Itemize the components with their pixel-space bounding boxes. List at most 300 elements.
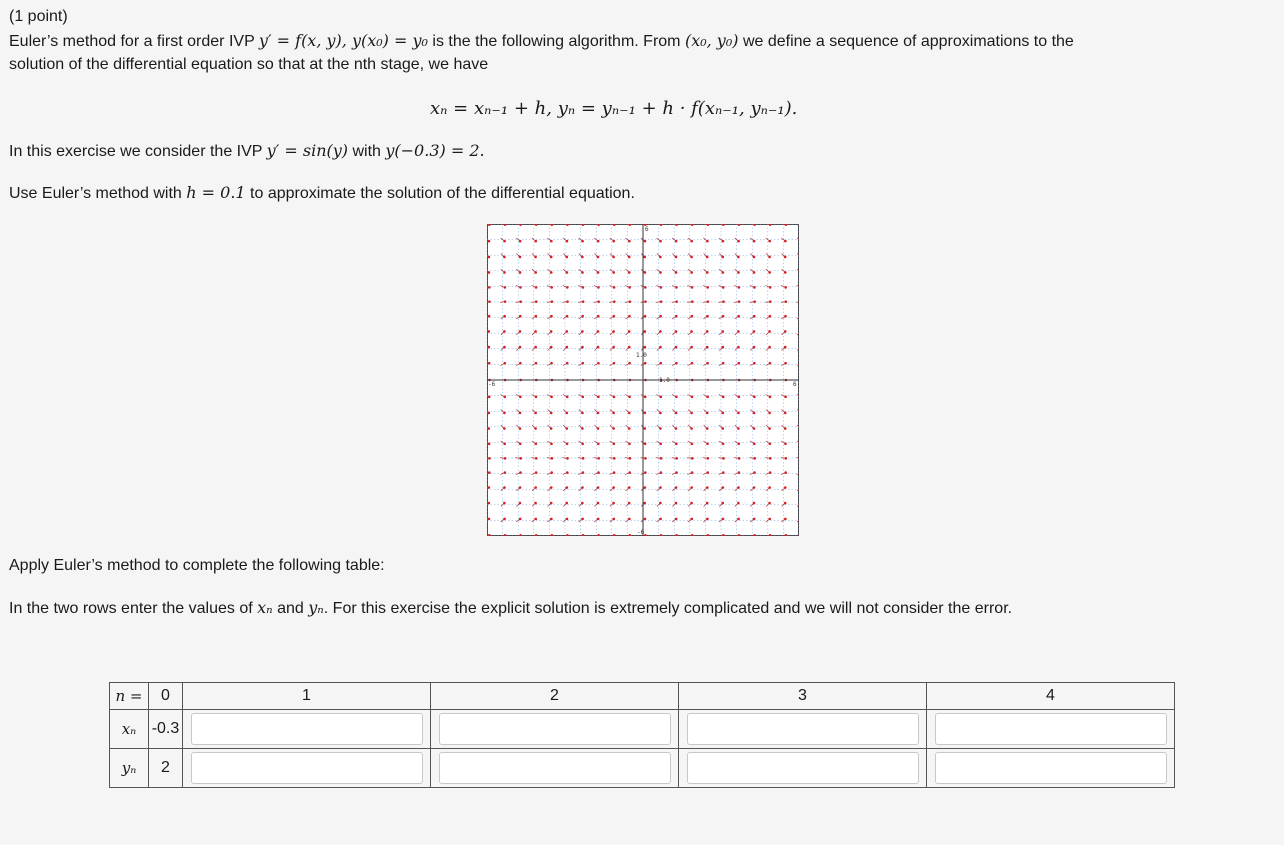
slope-arrowhead [565,256,568,259]
slope-arrowhead [581,443,584,446]
slope-arrowhead [784,427,787,430]
slope-arrowhead [534,518,537,521]
slope-arrowhead [597,271,600,274]
slope-arrowhead [768,346,771,349]
slope-arrowhead [784,346,787,349]
slope-arrowhead [488,396,491,399]
slope-arrowhead [690,486,693,489]
slope-arrowhead [613,300,616,303]
slope-arrowhead [566,457,569,460]
slope-arrowhead [628,502,631,505]
slope-arrowhead [722,300,725,303]
slope-arrowhead [612,518,615,521]
y0-value: 2 [149,749,183,788]
table-row-y [110,749,1175,788]
slope-arrowhead [737,271,740,274]
slope-arrowhead [613,286,616,289]
slope-arrowhead [660,300,663,303]
slope-arrowhead [753,486,756,489]
slope-arrowhead [519,457,522,460]
ivp-statement [9,139,485,164]
x2-cell [431,710,679,749]
slope-arrowhead [737,256,740,259]
points-label: (1 point) [9,8,68,25]
slope-arrowhead [644,271,647,274]
label-right: 6 [793,381,797,388]
y1-input[interactable] [191,752,423,784]
slope-arrowhead [519,315,522,318]
slope-arrowhead [613,362,616,365]
slope-arrowhead [566,271,569,274]
slope-arrowhead [503,412,506,415]
slope-arrowhead [566,396,569,399]
slope-arrowhead [628,471,631,474]
slope-arrowhead [488,346,491,349]
slope-arrowhead [597,315,600,318]
slope-arrowhead [628,286,631,289]
slope-arrowhead [503,256,506,259]
slope-arrowhead [519,518,522,521]
slope-arrowhead [628,271,631,274]
slope-arrowhead [503,271,506,274]
x3-cell [679,710,927,749]
intro-line-2: solution of the differential equation so that at the nth stage, we have [9,56,489,73]
slope-arrowhead [784,286,787,289]
slope-arrowhead [582,471,585,474]
slope-arrowhead [550,240,553,243]
label-left: -6 [488,381,496,388]
slope-arrowhead [706,412,709,415]
slope-arrowhead [535,362,538,365]
x0-value: -0.3 [149,710,183,749]
slope-arrowhead [488,412,491,415]
slope-arrowhead [738,471,741,474]
slope-arrowhead [690,256,693,259]
slope-arrowhead [581,427,584,430]
slope-arrowhead [659,315,662,318]
slope-arrowhead [675,271,678,274]
slope-arrowhead [769,471,772,474]
rows-text-b: and [272,600,309,617]
slope-arrowhead [644,412,647,415]
slope-arrowhead [769,362,772,365]
slope-arrowhead [784,518,787,521]
slope-arrowhead [488,286,491,289]
slope-arrowhead [519,412,522,415]
slope-arrowhead [691,471,694,474]
slope-arrowhead [519,330,522,333]
slope-arrowhead [581,518,584,521]
slope-arrowhead [675,256,678,259]
slope-arrowhead [706,240,709,243]
slope-arrowhead [737,362,740,365]
slope-arrowhead [613,315,616,318]
slope-arrowhead [597,396,600,399]
slope-arrowhead [628,486,631,489]
slope-arrowhead [753,330,756,333]
slope-arrowhead [643,256,646,259]
slope-arrowhead [722,396,725,399]
x2-input[interactable] [439,713,671,745]
slope-arrowhead [581,330,584,333]
slope-arrowhead [629,300,632,303]
slope-arrowhead [737,330,740,333]
slope-arrowhead [644,457,647,460]
slope-arrowhead [503,502,506,505]
y2-input[interactable] [439,752,671,784]
slope-arrowhead [566,443,569,446]
slope-arrowhead [644,240,647,243]
slope-arrowhead [597,412,600,415]
slope-arrowhead [690,330,693,333]
use-text-a: Use Euler’s method with [9,185,187,202]
slope-arrowhead [519,471,522,474]
slope-arrowhead [722,518,725,521]
slope-arrowhead [737,443,740,446]
slope-arrowhead [597,457,600,460]
slope-arrowhead [706,346,709,349]
slope-arrowhead [597,240,600,243]
slope-arrowhead [519,486,522,489]
slope-arrowhead [488,471,491,474]
slope-arrowhead [675,396,678,399]
slope-arrowhead [768,256,771,259]
slope-arrowhead [503,240,506,243]
slope-arrowhead [675,362,678,365]
x1-input[interactable] [191,713,423,745]
step-size-statement [9,181,635,206]
slope-arrowhead [550,443,553,446]
slope-arrowhead [551,300,554,303]
slope-arrowhead [612,240,615,243]
y3-cell [679,749,927,788]
slope-arrowhead [675,518,678,521]
slope-arrowhead [784,443,787,446]
slope-arrowhead [784,271,787,274]
slope-arrowhead [644,396,647,399]
slope-arrowhead [628,330,631,333]
rows-instruction [9,596,1012,621]
slope-arrowhead [690,412,693,415]
slope-arrowhead [534,502,537,505]
ivp-initial-condition: y(−0.3) = 2. [385,141,485,160]
slope-arrowhead [721,256,724,259]
slope-arrowhead [737,396,740,399]
slope-arrowhead [566,412,569,415]
slope-arrowhead [612,271,615,274]
slope-arrowhead [659,362,662,365]
y3-input[interactable] [687,752,919,784]
slope-arrowhead [659,502,662,505]
slope-arrowhead [643,330,646,333]
slope-arrowhead [644,300,647,303]
x1-cell [183,710,431,749]
slope-arrowhead [534,256,537,259]
slope-arrowhead [784,315,787,318]
slope-arrowhead [722,286,725,289]
slope-arrowhead [488,271,491,274]
slope-arrowhead [534,271,537,274]
slope-arrowhead [784,256,787,259]
slope-arrowhead [597,362,600,365]
slope-arrowhead [504,300,507,303]
slope-arrowhead [612,256,615,259]
n-label: n = [110,683,149,710]
rows-text-a: In the two rows enter the values of [9,600,258,617]
slope-arrowhead [753,471,756,474]
slope-arrowhead [691,286,694,289]
slope-arrowhead [644,362,647,365]
n-value-4: 4 [927,683,1175,710]
slope-arrowhead [550,396,553,399]
slope-arrowhead [706,396,709,399]
slope-arrowhead [675,240,678,243]
slope-arrowhead [534,486,537,489]
apply-instruction: Apply Euler’s method to complete the following table: [9,557,385,574]
slope-arrowhead [628,412,631,415]
slope-arrowhead [768,271,771,274]
slope-arrowhead [597,518,600,521]
slope-arrowhead [534,330,537,333]
slope-arrowhead [535,300,538,303]
slope-arrowhead [581,502,584,505]
slope-arrowhead [519,362,522,365]
slope-arrowhead [581,486,584,489]
slope-arrowhead [660,471,663,474]
slope-arrowhead [785,457,788,460]
slope-arrowhead [597,286,600,289]
table-row-x [110,710,1175,749]
slope-arrowhead [737,240,740,243]
n-value-2: 2 [431,683,679,710]
slope-arrowhead [504,471,507,474]
slope-arrowhead [503,486,506,489]
slope-arrowhead [519,502,522,505]
slope-arrowhead [706,271,709,274]
slope-arrowhead [535,396,538,399]
slope-arrowhead [691,396,694,399]
slope-arrowhead [582,457,585,460]
slope-arrowhead [597,300,600,303]
slope-arrowhead [550,412,553,415]
slope-arrowhead [768,518,771,521]
slope-arrowhead [753,457,756,460]
slope-arrowhead [675,346,678,349]
slope-arrowhead [534,412,537,415]
slope-arrowhead [707,457,710,460]
slope-arrowhead [488,486,491,489]
slope-arrowhead [691,362,694,365]
x-row-label: xₙ [110,710,149,749]
slope-arrowhead [550,271,553,274]
slope-arrowhead [612,346,615,349]
slope-arrowhead [503,362,506,365]
slope-arrowhead [519,256,522,259]
slope-arrowhead [722,443,725,446]
intro-text-b: is the the following algorithm. From [427,33,685,50]
slope-arrowhead [721,427,724,430]
slope-arrowhead [690,346,693,349]
slope-arrowhead [675,315,678,318]
slope-arrowhead [487,502,490,505]
n-value-1: 1 [183,683,431,710]
slope-arrowhead [487,256,490,259]
slope-arrowhead [753,427,756,430]
slope-arrowhead [659,486,662,489]
slope-arrowhead [644,286,647,289]
slope-arrowhead [519,240,522,243]
slope-arrowhead [769,286,772,289]
slope-arrowhead [753,502,756,505]
slope-arrowhead [737,315,740,318]
label-bottom: -6 [637,529,645,536]
x3-input[interactable] [687,713,919,745]
slope-arrowhead [738,286,741,289]
intro-line-1 [9,29,1074,54]
slope-arrowhead [550,471,553,474]
slope-arrowhead [503,443,506,446]
initial-point-math: (x₀, y₀) [684,31,739,50]
slope-arrowhead [753,396,756,399]
slope-arrowhead [612,502,615,505]
slope-arrowhead [566,518,569,521]
slope-arrowhead [643,427,646,430]
slope-arrowhead [566,346,569,349]
slope-arrowhead [566,286,569,289]
slope-arrowhead [643,502,646,505]
slope-arrowhead [535,286,538,289]
slope-arrowhead [753,443,756,446]
slope-arrowhead [768,412,771,415]
slope-arrowhead [706,427,709,430]
slope-arrowhead [784,396,787,399]
slope-arrowhead [644,518,647,521]
slope-arrowhead [675,300,678,303]
slope-arrowhead [597,471,600,474]
slope-arrowhead [597,346,600,349]
label-x-one: 1.0 [659,377,670,384]
slope-arrowhead [753,518,756,521]
slope-arrowhead [565,330,568,333]
slope-arrowhead [690,240,693,243]
slope-arrowhead [722,315,725,318]
slope-arrowhead [659,240,662,243]
slope-arrowhead [629,457,632,460]
slope-arrowhead [768,427,771,430]
slope-arrowhead [534,346,537,349]
slope-arrowhead [769,443,772,446]
slope-arrowhead [628,362,631,365]
slope-arrowhead [550,330,553,333]
slope-arrowhead [722,457,725,460]
slope-arrowhead [753,315,756,318]
slope-arrowhead [503,315,506,318]
n-value-0: 0 [149,683,183,710]
slope-arrowhead [690,502,693,505]
slope-arrowhead [488,315,491,318]
slope-arrowhead [784,330,787,333]
slope-arrowhead [488,362,491,365]
slope-arrowhead [675,471,678,474]
slope-arrowhead [737,518,740,521]
slope-arrowhead [753,362,756,365]
slope-arrowhead [753,412,756,415]
slope-arrowhead [784,502,787,505]
slope-arrowhead [768,502,771,505]
slope-arrowhead [487,427,490,430]
slope-arrowhead [722,362,725,365]
slope-arrowhead [659,443,662,446]
slope-arrowhead [628,427,631,430]
slope-arrowhead [769,457,772,460]
slope-arrowhead [488,518,491,521]
slope-arrowhead [612,486,615,489]
slope-arrowhead [581,271,584,274]
slope-arrowhead [690,427,693,430]
intro-text-a: Euler’s method for a first order IVP [9,33,259,50]
slope-arrowhead [737,427,740,430]
slope-arrowhead [753,286,756,289]
slope-arrowhead [535,443,538,446]
ivp-text-a: In this exercise we consider the IVP [9,143,267,160]
slope-arrowhead [519,346,522,349]
slope-arrowhead [722,240,725,243]
slope-arrowhead [565,427,568,430]
slope-arrowhead [721,502,724,505]
slope-arrowhead [550,427,553,430]
slope-arrowhead [722,412,725,415]
slope-arrowhead [784,471,787,474]
slope-arrowhead [644,471,647,474]
slope-arrowhead [581,396,584,399]
slope-arrowhead [566,315,569,318]
slope-arrowhead [628,518,631,521]
slope-arrowhead [597,443,600,446]
intro-text-c: we define a sequence of approximations to the [738,33,1074,50]
slope-arrowhead [644,486,647,489]
slope-arrowhead [706,330,709,333]
slope-arrowhead [612,330,615,333]
y1-cell [183,749,431,788]
slope-arrowhead [503,330,506,333]
slope-arrowhead [503,396,506,399]
slope-arrowhead [519,271,522,274]
slope-arrowhead [691,300,694,303]
slope-arrowhead [550,502,553,505]
slope-arrowhead [519,427,522,430]
slope-arrowhead [504,457,507,460]
slope-arrowhead [488,457,491,460]
slope-arrowhead [706,362,709,365]
slope-arrowhead [738,457,741,460]
slope-arrowhead [706,286,709,289]
slope-arrowhead [566,486,569,489]
ivp-equation: y′ = sin(y) [266,141,349,160]
slope-arrowhead [660,286,663,289]
slope-arrowhead [582,286,585,289]
slope-arrowhead [753,256,756,259]
slope-arrowhead [675,330,678,333]
slope-arrowhead [550,286,553,289]
y4-input[interactable] [935,752,1167,784]
slope-arrowhead [565,502,568,505]
slope-arrowhead [488,300,491,303]
slope-arrowhead [706,502,709,505]
x4-input[interactable] [935,713,1167,745]
slope-arrowhead [535,457,538,460]
slope-arrowhead [488,443,491,446]
slope-arrowhead [519,396,522,399]
